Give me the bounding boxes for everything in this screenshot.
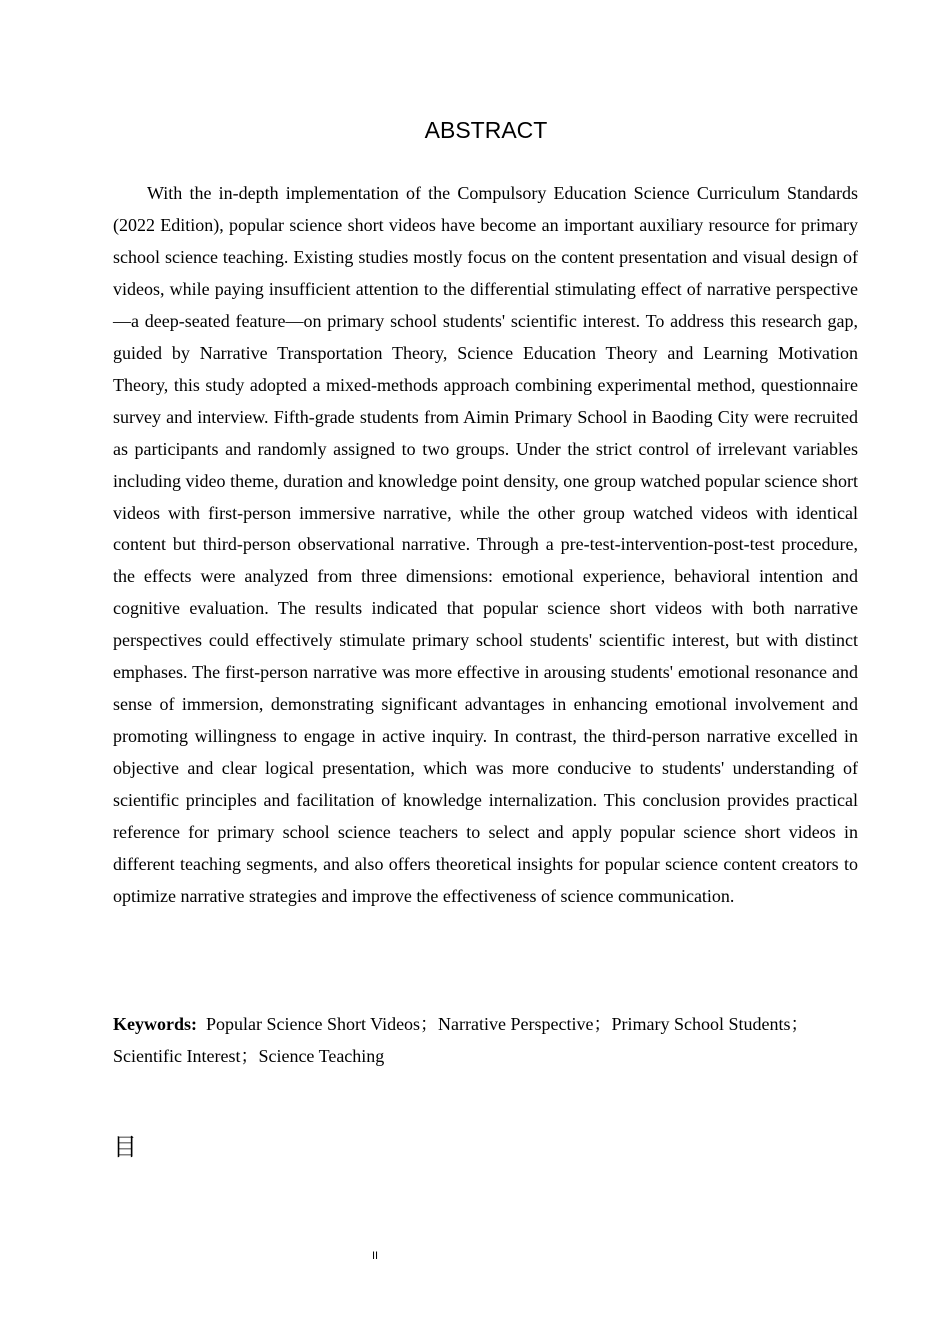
abstract-title: ABSTRACT xyxy=(424,117,548,143)
keywords-line xyxy=(113,1008,858,1072)
abstract-body: With the in-depth implementation of the Compulsory Education Science Curriculum Standards (2022 Edition), popular science short videos have become an important auxiliary resource for primary school science teaching. Existing studies mostly focus on the content presentation and visual design of videos, while paying insufficient attention to the differential stimulating effect of narrative perspective—a deep-seated feature—on primary school students' scientific interest. To address this research gap, guided by Narrative Transportation Theory, Science Education Theory and Learning Motivation Theory, this study adopted a mixed-methods approach combining experimental method, questionnaire survey and interview. Fifth-grade students from Aimin Primary School in Baoding City were recruited as participants and randomly assigned to two groups. Under the strict control of irrelevant variables including video theme, duration and knowledge point density, one group watched popular science short videos with first-person immersive narrative, while the other group watched videos with identical content but third-person observational narrative. Through a pre-test-intervention-post-test procedure, the effects were analyzed from three dimensions: emotional experience, behavioral intention and cognitive evaluation. The results indicated that popular science short videos with both narrative perspectives could effectively stimulate primary school students' scientific interest, but with distinct emphases. The first-person narrative was more effective in arousing students' emotional resonance and sense of immersion, demonstrating significant advantages in enhancing emotional involvement and promoting willingness to engage in active inquiry. In contrast, the third-person narrative excelled in objective and clear logical presentation, which was more conducive to students' understanding of scientific principles and facilitation of knowledge internalization. This conclusion provides practical reference for primary school science teachers to select and apply popular science short videos in different teaching segments, and also offers theoretical insights for popular science content creators to optimize narrative strategies and improve the effectiveness of science communication. xyxy=(113,183,858,906)
keywords-text: Popular Science Short Videos；Narrative Perspective；Primary School Students；Scientific Interest；Science Teaching xyxy=(113,1014,809,1066)
keywords-label: Keywords: xyxy=(113,1014,197,1034)
toc-heading: 目 xyxy=(113,1133,137,1161)
page-number: II xyxy=(371,1250,379,1262)
